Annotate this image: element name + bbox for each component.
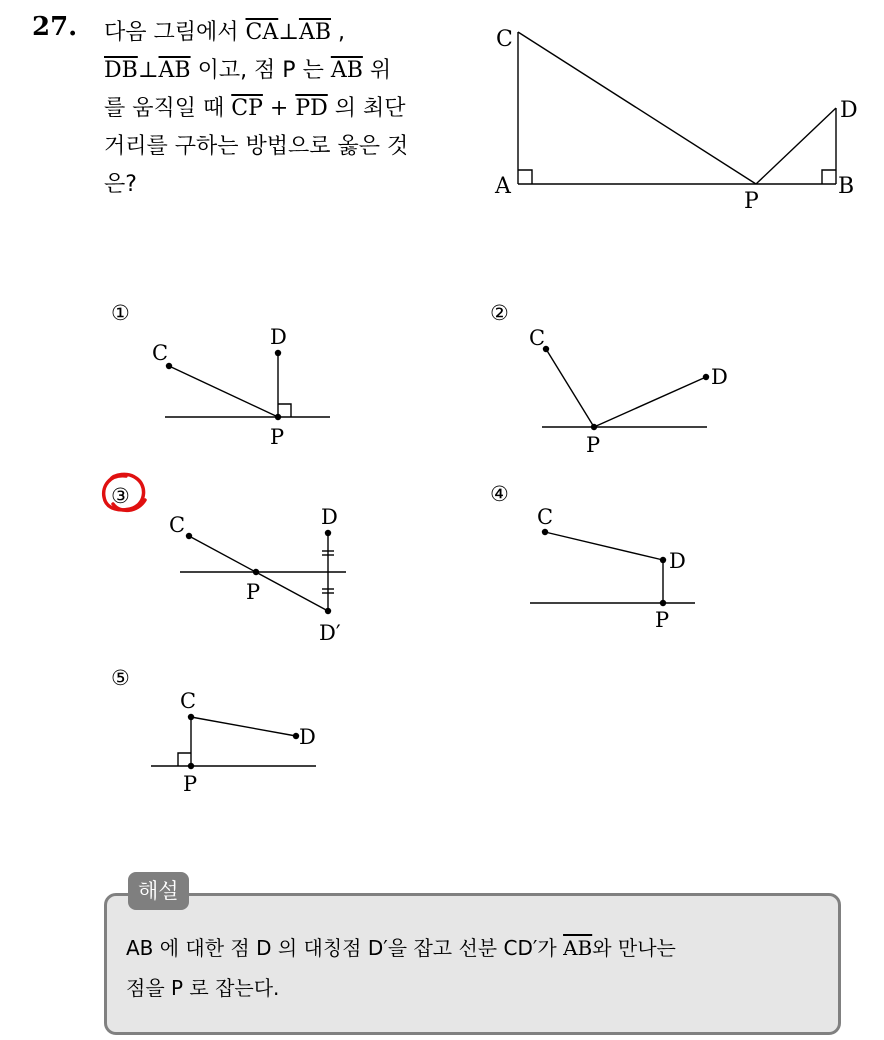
- label-p: P: [744, 189, 759, 214]
- choice-1-label-p: P: [270, 425, 285, 449]
- label-c: C: [496, 27, 513, 52]
- choice-4-label-d: D: [669, 549, 686, 573]
- choice-5-label-c: C: [180, 689, 197, 713]
- question-text-part: 를 움직일 때: [104, 96, 232, 121]
- choice-5-label-d: D: [299, 725, 316, 749]
- perp-symbol: ⊥: [137, 58, 159, 83]
- right-angle-mark-a: [518, 170, 532, 184]
- choice-2-label-c: C: [529, 326, 546, 350]
- segment-cp: $\overline{CP}$: [231, 96, 263, 121]
- choice-2-label-p: P: [586, 433, 601, 457]
- question-text-part: 의 최단: [327, 96, 406, 121]
- point-c: [188, 714, 194, 720]
- segment-pd: $\overline{PD}$: [295, 96, 328, 121]
- choice-3-label-d-prime: D′: [319, 621, 341, 645]
- main-figure: [518, 32, 836, 184]
- solution-text: [126, 928, 826, 1008]
- point-p: [660, 600, 666, 606]
- segment-cp-line: [518, 32, 756, 184]
- point-d: [325, 530, 331, 536]
- choice-1-label-c: C: [152, 341, 169, 365]
- question-text-part: 위: [362, 58, 392, 83]
- choice-4-label-c: C: [537, 505, 554, 529]
- choice-5-number[interactable]: ⑤: [111, 666, 130, 690]
- point-d: [275, 350, 281, 356]
- choice-1-figure: [165, 353, 330, 417]
- question-number: 27.: [32, 12, 78, 42]
- choice-3-label-c: C: [169, 513, 186, 537]
- perp-symbol: ⊥: [278, 20, 299, 45]
- segment-ab: $\overline{AB}$: [563, 936, 593, 960]
- choice-2-label-d: D: [711, 365, 728, 389]
- choice-3-figure: [180, 533, 346, 611]
- plus-sign: +: [262, 96, 296, 121]
- segment-ca: $\overline{CA}$: [245, 20, 279, 45]
- choice-2-number[interactable]: ②: [490, 301, 509, 325]
- question-text-part: 이고, 점 P 는: [190, 58, 331, 83]
- choice-2-figure: [542, 349, 707, 427]
- label-a: A: [495, 174, 511, 199]
- choice-5-figure: [151, 717, 316, 766]
- point-d-prime: [325, 608, 331, 614]
- segment-cp-line: [169, 366, 278, 417]
- segment-db: $\overline{DB}$: [104, 58, 138, 83]
- point-p: [188, 763, 194, 769]
- choice-4-label-p: P: [655, 608, 670, 632]
- label-d: D: [840, 98, 858, 123]
- choice-3-label-d: D: [321, 505, 338, 529]
- choice-1-label-d: D: [270, 325, 287, 349]
- segment-cd-line: [545, 532, 663, 560]
- segment-ab: $\overline{AB}$: [298, 20, 331, 45]
- label-b: B: [838, 174, 855, 199]
- solution-text-part: 와 만나는: [592, 936, 676, 960]
- question-text-part: 다음 그림에서: [104, 20, 246, 45]
- point-p: [275, 414, 281, 420]
- segment-pd-line: [756, 108, 836, 184]
- choice-5-label-p: P: [183, 772, 198, 796]
- choice-4-number[interactable]: ④: [490, 482, 509, 506]
- solution-tag: 해설: [128, 872, 189, 910]
- segment-cd-line: [191, 717, 296, 736]
- question-text-part: ,: [331, 20, 345, 45]
- choice-1-number[interactable]: ①: [111, 301, 130, 325]
- segment-ab: $\overline{AB}$: [158, 58, 191, 83]
- segment-pd-line: [594, 377, 706, 427]
- point-d: [660, 557, 666, 563]
- point-c: [186, 533, 192, 539]
- segment-ab: $\overline{AB}$: [330, 58, 363, 83]
- solution-line-1: [126, 928, 826, 968]
- segment-cp-line: [546, 349, 594, 427]
- choice-3-number[interactable]: ③: [111, 484, 130, 508]
- question-line-4: 거리를 구하는 방법으로 옳은 것: [104, 134, 409, 159]
- solution-line-2: 점을 P 로 잡는다.: [126, 976, 280, 1000]
- point-c: [542, 529, 548, 535]
- point-p: [253, 569, 259, 575]
- choice-3-label-p: P: [246, 580, 261, 604]
- question-line-5: 은?: [104, 172, 137, 197]
- right-angle-mark-b: [822, 170, 836, 184]
- point-d: [703, 374, 709, 380]
- point-p: [591, 424, 597, 430]
- solution-text-part: AB 에 대한 점 D 의 대칭점 D′을 잡고 선분 CD′가: [126, 936, 564, 960]
